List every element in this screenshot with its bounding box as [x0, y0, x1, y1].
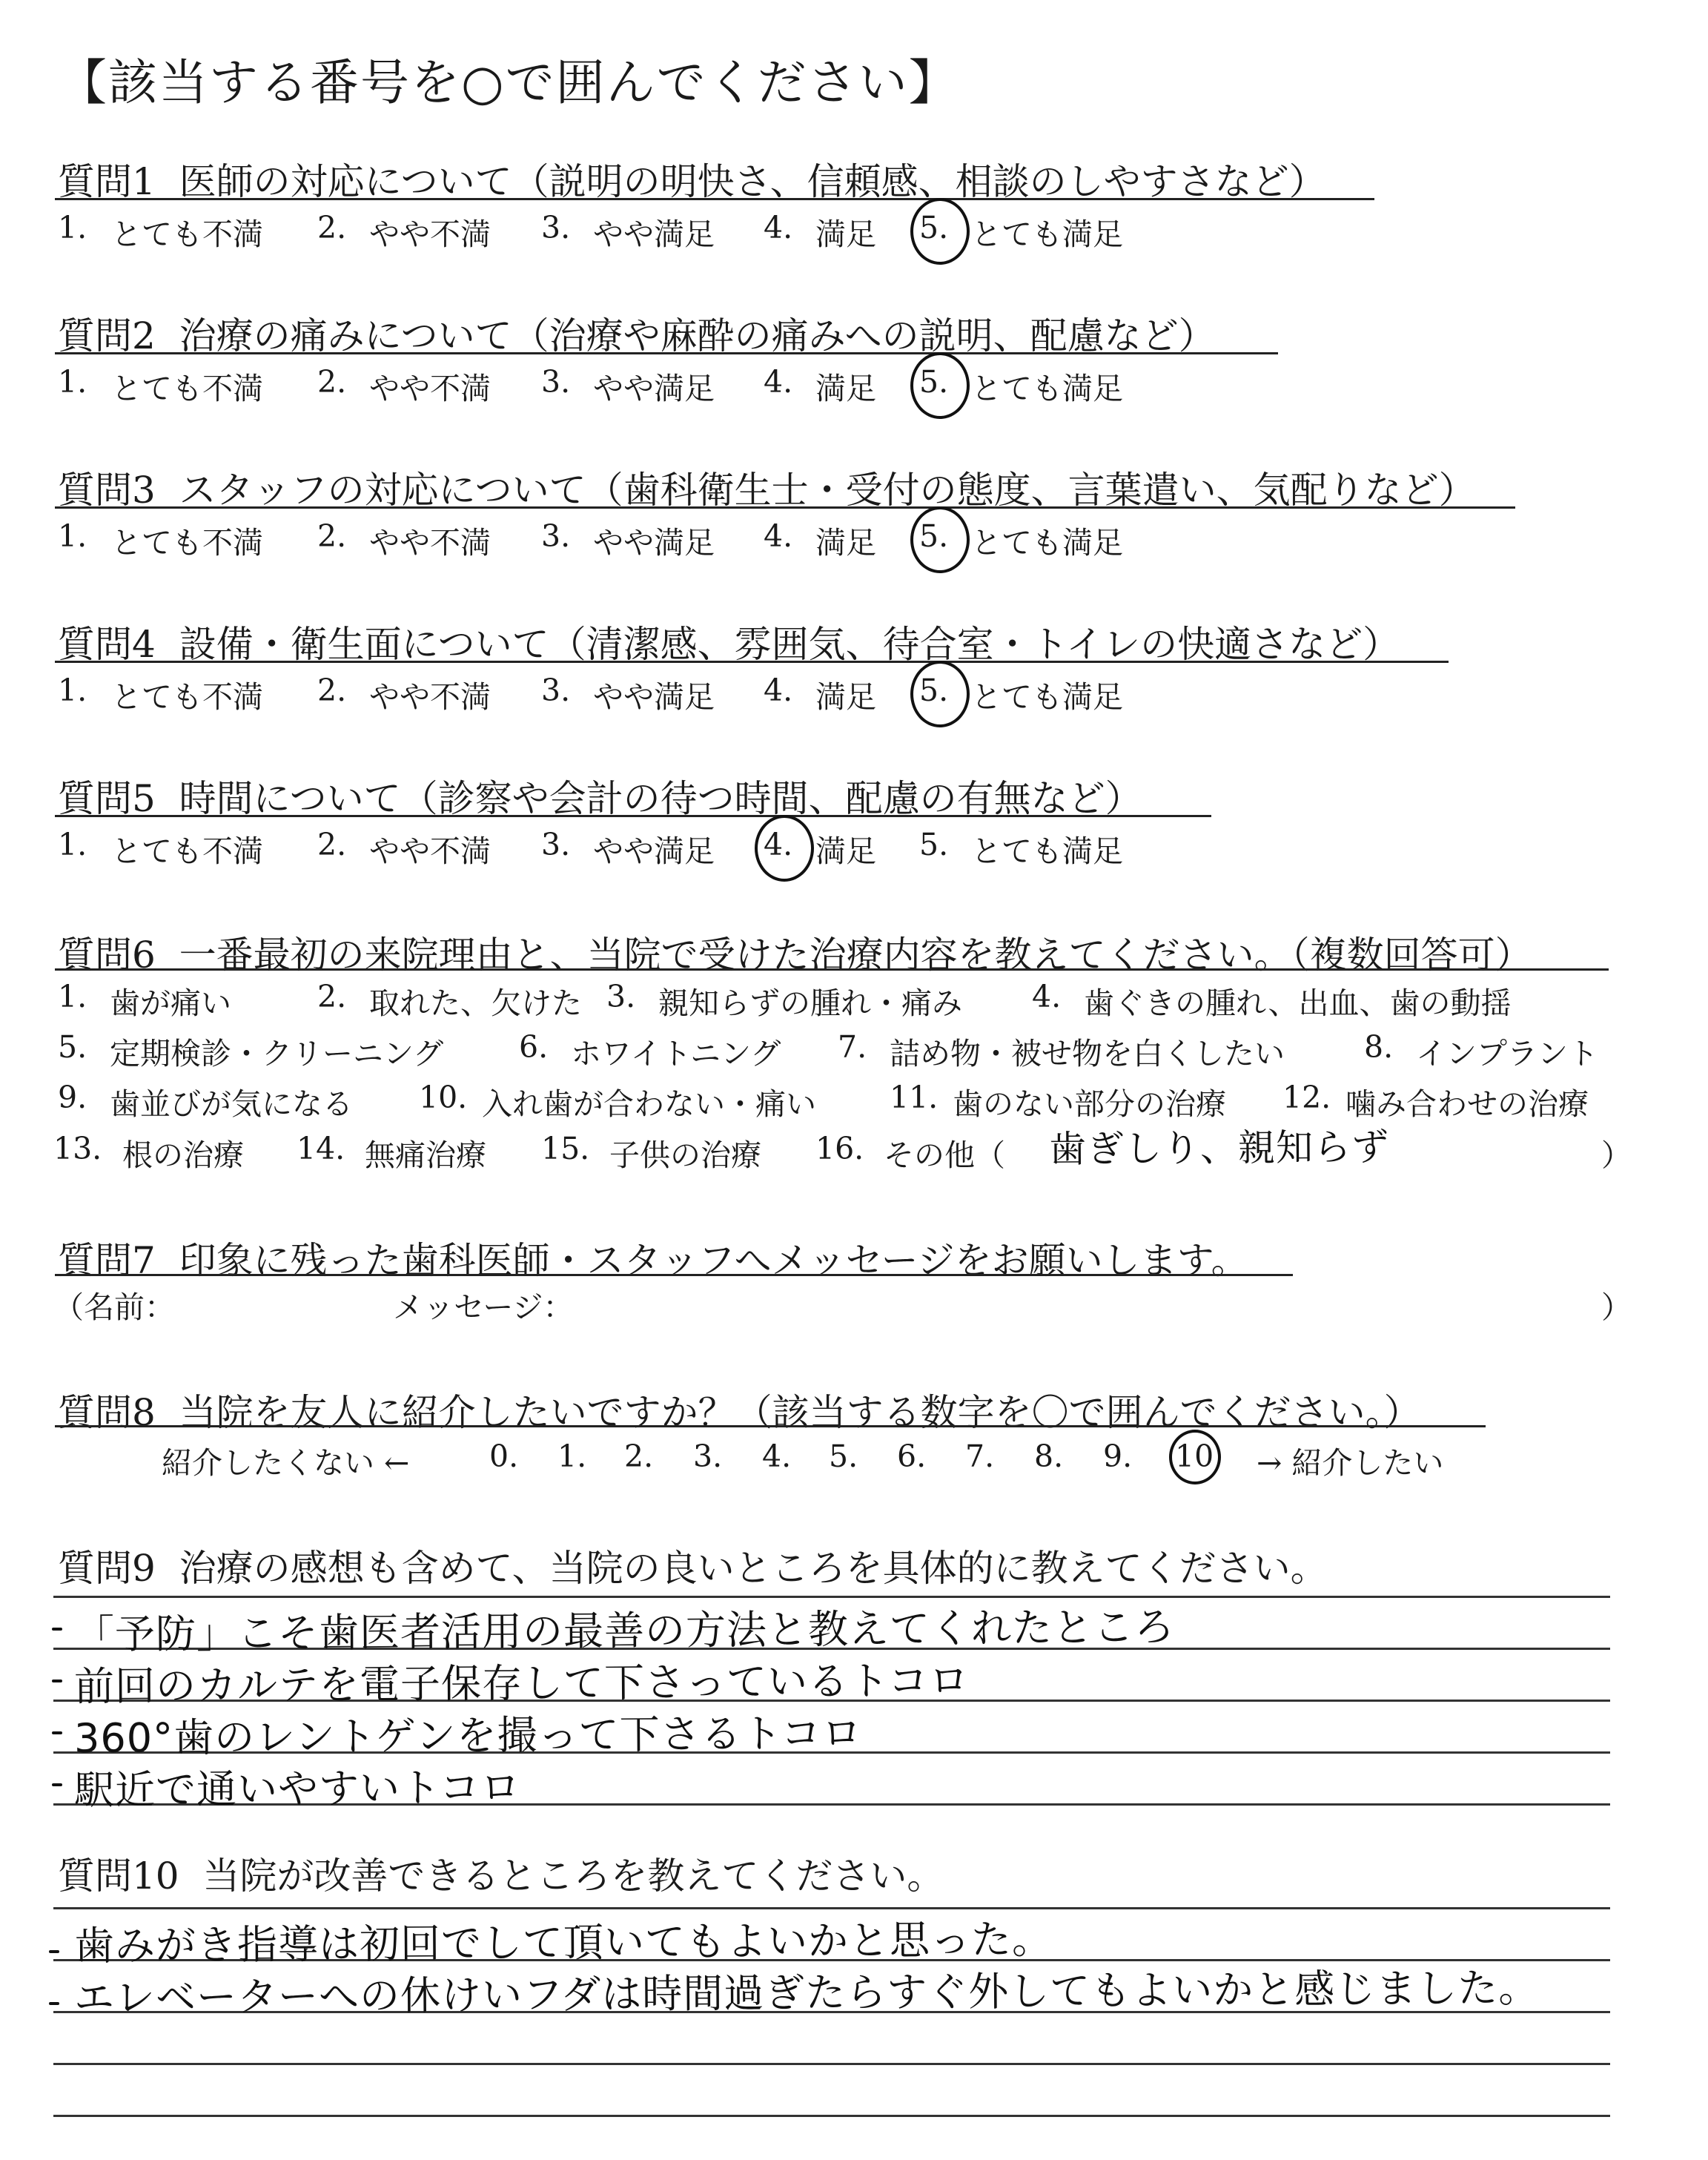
q6-option[interactable]: 歯ぐきの腫れ、出血、歯の動揺 [1084, 985, 1512, 1021]
q2-option[interactable]: 2. [317, 364, 347, 400]
bullet-mark [52, 1783, 62, 1786]
q6-option[interactable]: 子供の治療 [609, 1137, 761, 1173]
q6-option[interactable]: 10. [419, 1080, 468, 1115]
bullet-mark [52, 1731, 62, 1734]
q9-text: 治療の感想も含めて、当院の良いところを具体的に教えてください。 [179, 1547, 1328, 1590]
q6-option[interactable]: 5. [58, 1029, 87, 1065]
q1-text: 医師の対応について（説明の明快さ、信頼感、相談のしやすさなど） [179, 160, 1326, 203]
q6-label: 質問6 [58, 934, 156, 977]
q1-option[interactable]: 5. [919, 210, 949, 245]
q3-label: 質問3 [58, 469, 156, 512]
q2-option[interactable]: 1. [58, 364, 87, 400]
q8-scale-option[interactable]: 6. [897, 1439, 927, 1474]
q7-close: ） [1601, 1289, 1632, 1325]
q5-option[interactable]: やや不満 [369, 833, 491, 869]
q6-option[interactable]: 1. [58, 979, 87, 1014]
q5-option[interactable]: 4. [764, 827, 793, 862]
q8-scale-option[interactable]: 3. [693, 1439, 723, 1474]
q3-underline [55, 506, 1515, 509]
q6-option[interactable]: 歯のない部分の治療 [953, 1086, 1226, 1122]
q2-option[interactable]: やや満足 [593, 371, 715, 406]
q8-scale-right: → 紹介したい [1257, 1445, 1444, 1481]
q1-selected-circle [910, 198, 970, 265]
q6-other-answer: 歯ぎしり、親知らず [1048, 1125, 1390, 1171]
q6-option[interactable]: 13. [53, 1131, 102, 1166]
q4-option[interactable]: とても不満 [111, 679, 263, 715]
q5-text: 時間について（診察や会計の待つ時間、配慮の有無など） [179, 777, 1142, 820]
q10-heading [58, 1846, 944, 1900]
q10-answer: エレベーターへの休けいフダは時間過ぎたらすぐ外してもよいかと感じました。 [73, 1964, 1540, 2021]
q3-option[interactable]: とても満足 [971, 525, 1123, 561]
q3-option[interactable]: やや不満 [369, 525, 491, 561]
q2-label: 質問2 [58, 314, 156, 357]
q1-option[interactable]: やや満足 [593, 217, 715, 252]
q6-option[interactable]: 2. [317, 979, 347, 1014]
q6-text: 一番最初の来院理由と、当院で受けた治療内容を教えてください。（複数回答可） [179, 934, 1532, 977]
q10-answer: 歯みがき指導は初回でして頂いてもよいかと思った。 [73, 1915, 1053, 1969]
q1-option[interactable]: 1. [58, 210, 87, 245]
q3-option[interactable]: 1. [58, 518, 87, 554]
q4-option[interactable]: 3. [541, 673, 571, 708]
q5-option[interactable]: やや満足 [593, 833, 715, 869]
q4-selected-circle [910, 661, 970, 727]
q2-option[interactable]: 3. [541, 364, 571, 400]
q2-option[interactable]: とても不満 [111, 371, 263, 406]
q3-option[interactable]: やや満足 [593, 525, 715, 561]
q9-answer: 360°歯のレントゲンを撮って下さるトコロ [73, 1709, 863, 1762]
bullet-mark [49, 1950, 59, 1953]
q8-underline [55, 1425, 1486, 1427]
q2-option[interactable]: 4. [764, 364, 793, 400]
q9-label: 質問9 [58, 1547, 156, 1590]
q7-text: 印象に残った歯科医師・スタッフへメッセージをお願いします。 [179, 1239, 1248, 1282]
q6-option[interactable]: 定期検診・クリーニング [110, 1036, 444, 1071]
q5-option[interactable]: 満足 [815, 833, 876, 869]
q9-heading [58, 1539, 1328, 1592]
q7-label: 質問7 [58, 1239, 156, 1282]
q10-rule [53, 2115, 1610, 2117]
q6-option[interactable]: 3. [606, 979, 636, 1014]
q1-option[interactable]: 4. [764, 210, 793, 245]
q6-option[interactable]: 無痛治療 [365, 1137, 486, 1173]
q5-option[interactable]: とても満足 [971, 833, 1123, 869]
q8-scale-left: 紹介したくない ← [162, 1445, 410, 1481]
q8-selected-circle [1169, 1430, 1221, 1484]
bullet-mark [52, 1680, 62, 1682]
q4-option[interactable]: 4. [764, 673, 793, 708]
q5-selected-circle [755, 815, 814, 882]
q9-answer: 前回のカルテを電子保存して下さっているトコロ [73, 1657, 970, 1710]
q1-option[interactable]: 3. [541, 210, 571, 245]
q3-option[interactable]: 5. [919, 518, 949, 554]
q1-label: 質問1 [58, 160, 156, 203]
q4-underline [55, 661, 1449, 663]
q6-option[interactable]: 歯並びが気になる [110, 1086, 353, 1122]
q3-option[interactable]: 満足 [815, 525, 876, 561]
q2-option[interactable]: とても満足 [971, 371, 1123, 406]
q8-scale-option[interactable]: 8. [1034, 1439, 1064, 1474]
q1-option[interactable]: 2. [317, 210, 347, 245]
q6-option[interactable]: 15. [541, 1131, 590, 1166]
q3-option[interactable]: とても不満 [111, 525, 263, 561]
q4-label: 質問4 [58, 623, 156, 666]
q10-text: 当院が改善できるところを教えてください。 [202, 1855, 944, 1898]
q5-option[interactable]: 1. [58, 827, 87, 862]
q6-option[interactable]: 16. [815, 1131, 864, 1166]
bullet-mark [49, 2002, 59, 2005]
q4-option[interactable]: やや満足 [593, 679, 715, 715]
q8-scale-option[interactable]: 2. [624, 1439, 654, 1474]
q6-option[interactable]: 6. [519, 1029, 549, 1065]
q3-option[interactable]: 2. [317, 518, 347, 554]
q6-option[interactable]: インプラント [1416, 1036, 1598, 1071]
q7-name-label: （名前： [53, 1289, 175, 1325]
q6-option[interactable]: 入れ歯が合わない・痛い [482, 1086, 816, 1122]
q6-other-close: ） [1601, 1137, 1632, 1173]
q2-selected-circle [910, 352, 970, 419]
bullet-mark [52, 1628, 62, 1631]
q6-option[interactable]: 詰め物・被せ物を白くしたい [890, 1036, 1285, 1071]
q4-option[interactable]: 5. [919, 673, 949, 708]
q3-text: スタッフの対応について（歯科衛生士・受付の態度、言葉遣い、気配りなど） [179, 469, 1476, 512]
q6-underline [55, 968, 1609, 971]
q7-heading [58, 1231, 1248, 1284]
q1-option[interactable]: やや不満 [369, 217, 491, 252]
q1-option[interactable]: とても満足 [971, 217, 1123, 252]
q9-answer: 「予防」こそ歯医者活用の最善の方法と教えてくれたところ [73, 1603, 1176, 1658]
q4-option[interactable]: 1. [58, 673, 87, 708]
q6-option[interactable]: 4. [1032, 979, 1062, 1014]
q5-option[interactable]: 5. [919, 827, 949, 862]
q6-option[interactable]: 14. [297, 1131, 345, 1166]
q4-option[interactable]: 2. [317, 673, 347, 708]
q8-scale-option[interactable]: 1. [557, 1439, 587, 1474]
q5-label: 質問5 [58, 777, 156, 820]
q6-heading [58, 925, 1532, 979]
q6-option[interactable]: 歯が痛い [110, 985, 231, 1021]
q8-heading [58, 1383, 1421, 1436]
q3-option[interactable]: 3. [541, 518, 571, 554]
q3-selected-circle [910, 506, 970, 573]
q6-option[interactable]: 12. [1282, 1080, 1331, 1115]
q5-underline [55, 815, 1211, 817]
q8-scale-option[interactable]: 0. [489, 1439, 519, 1474]
q6-option[interactable]: 噛み合わせの治療 [1345, 1086, 1589, 1122]
q8-scale-option[interactable]: 5. [829, 1439, 858, 1474]
q4-option[interactable]: 満足 [815, 679, 876, 715]
q6-option[interactable]: 根の治療 [122, 1137, 244, 1173]
q8-scale-option[interactable]: 10 [1175, 1439, 1214, 1474]
q6-option[interactable]: その他（ [884, 1137, 1005, 1173]
q2-option[interactable]: 5. [919, 364, 949, 400]
q4-text: 設備・衛生面について（清潔感、雰囲気、待合室・トイレの快適さなど） [179, 623, 1400, 666]
q5-option[interactable]: 2. [317, 827, 347, 862]
q6-option[interactable]: 9. [58, 1080, 87, 1115]
q6-option[interactable]: 7. [838, 1029, 867, 1065]
q2-text: 治療の痛みについて（治療や麻酔の痛みへの説明、配慮など） [179, 314, 1216, 357]
q8-scale-option[interactable]: 9. [1103, 1439, 1133, 1474]
q5-option[interactable]: 3. [541, 827, 571, 862]
q2-option[interactable]: 満足 [815, 371, 876, 406]
q8-label: 質問8 [58, 1391, 156, 1434]
page-title: 【該当する番号を○で囲んでください】 [58, 54, 959, 111]
q6-option[interactable]: 11. [890, 1080, 939, 1115]
q9-answer: 駅近で通いやすいトコロ [73, 1763, 522, 1814]
q8-scale-option[interactable]: 4. [762, 1439, 792, 1474]
q1-option[interactable]: 満足 [815, 217, 876, 252]
q10-label: 質問10 [58, 1855, 179, 1898]
q6-option[interactable]: 8. [1364, 1029, 1394, 1065]
q7-message-label: メッセージ： [393, 1289, 574, 1325]
q10-rule [53, 2063, 1610, 2065]
q6-option[interactable]: 取れた、欠けた [369, 985, 582, 1021]
q6-option[interactable]: 親知らずの腫れ・痛み [658, 985, 962, 1021]
q2-underline [55, 352, 1278, 354]
q8-text: 当院を友人に紹介したいですか？（該当する数字を〇で囲んでください。） [179, 1391, 1421, 1434]
q4-option[interactable]: やや不満 [369, 679, 491, 715]
q7-underline [55, 1274, 1293, 1276]
q4-option[interactable]: とても満足 [971, 679, 1123, 715]
q3-option[interactable]: 4. [764, 518, 793, 554]
q1-option[interactable]: とても不満 [111, 217, 263, 252]
q1-underline [55, 198, 1374, 200]
q6-option[interactable]: ホワイトニング [571, 1036, 781, 1071]
q5-option[interactable]: とても不満 [111, 833, 263, 869]
q8-scale-option[interactable]: 7. [965, 1439, 995, 1474]
q2-option[interactable]: やや不満 [369, 371, 491, 406]
